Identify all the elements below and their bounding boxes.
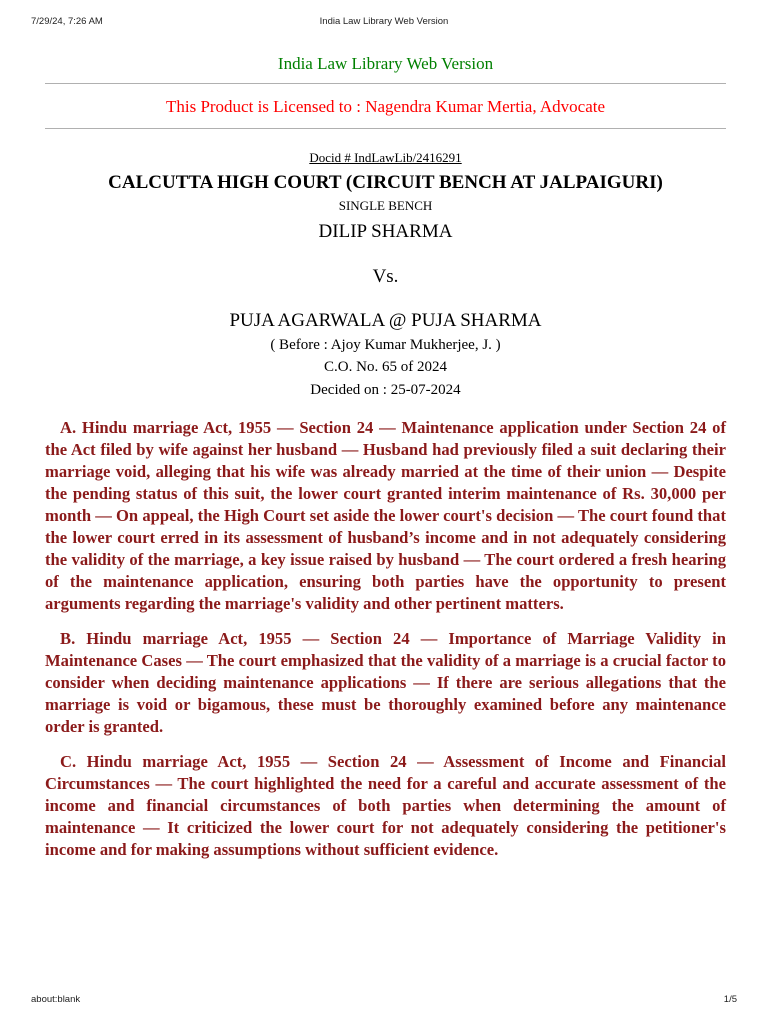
print-footer: [31, 994, 737, 1008]
headnotes: [45, 417, 726, 861]
site-title: India Law Library Web Version: [277, 54, 494, 73]
print-page-title: India Law Library Web Version: [319, 16, 449, 27]
decided-date: Decided on : 25-07-2024: [310, 382, 461, 398]
bench-type: SINGLE BENCH: [338, 198, 433, 213]
print-url: about:blank: [31, 994, 81, 1005]
headnote-a: A. Hindu marriage Act, 1955 — Section 24 — Maintenance application under Section 24 of the Act filed by wife against her husband — Husband had previously filed a suit declaring their marriage void, alleging that his wife was already married at the time of their union — Despite the pending status of this suit, the lower court granted interim maintenance of Rs. 30,000 per month — On appeal, the High Court set aside the lower court's decision — The court found that the lower court erred in its assessment of husband’s income and in not adequately considering the validity of the marriage, a key issue raised by husband — The court ordered a fresh hearing of the maintenance application, ensuring both parties have the opportunity to present arguments regarding the marriage's validity and other pertinent matters.: [45, 418, 726, 613]
versus-label: Vs.: [372, 266, 399, 287]
judge-line: ( Before : Ajoy Kumar Mukherjee, J. ): [270, 337, 501, 353]
license-notice: This Product is Licensed to : Nagendra Kumar Mertia, Advocate: [165, 97, 606, 116]
petitioner-name: DILIP SHARMA: [318, 221, 453, 242]
print-header: [31, 16, 737, 30]
headnote-c: C. Hindu marriage Act, 1955 — Section 24 — Assessment of Income and Financial Circumstances — The court highlighted the need for a careful and accurate assessment of the income and financial circumstances of both parties when determining the amount of maintenance — It criticized the lower court for not adequately considering the petitioner's income and for making assumptions without sufficient evidence.: [45, 752, 726, 859]
divider: [45, 128, 726, 129]
case-number: C.O. No. 65 of 2024: [324, 359, 447, 375]
headnote-b: B. Hindu marriage Act, 1955 — Section 24 — Importance of Marriage Validity in Maintenance Cases — The court emphasized that the validity of a marriage is a crucial factor to consider when deciding maintenance applications — If there are serious allegations that the marriage is void or bigamous, these must be thoroughly examined before any maintenance order is granted.: [45, 629, 726, 736]
page-number: 1/5: [723, 994, 737, 1005]
print-datetime: 7/29/24, 7:26 AM: [31, 16, 103, 27]
court-name: CALCUTTA HIGH COURT (CIRCUIT BENCH AT JALPAIGURI): [108, 172, 663, 193]
divider: [45, 83, 726, 84]
docid: Docid # IndLawLib/2416291: [309, 150, 462, 165]
document-content: [45, 50, 726, 874]
respondent-name: PUJA AGARWALA @ PUJA SHARMA: [229, 310, 542, 331]
